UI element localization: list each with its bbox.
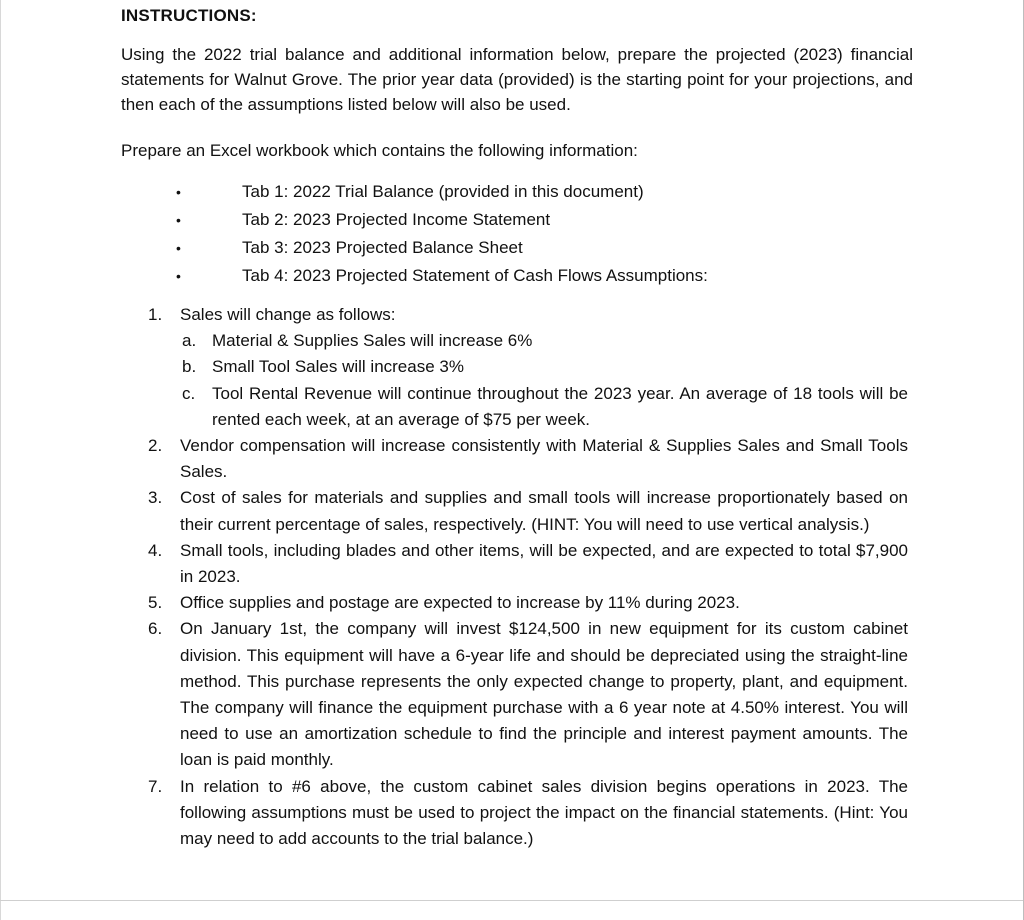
assumption-item: [148, 433, 908, 485]
page-left-edge: [0, 0, 1, 920]
tab-list: [176, 178, 708, 290]
prepare-paragraph: Prepare an Excel workbook which contains the following information:: [121, 141, 638, 160]
assumption-item: [148, 774, 908, 853]
item-text: Office supplies and postage are expected to increase by 11% during 2023.: [180, 593, 740, 613]
sub-item-letter: c.: [182, 383, 196, 403]
tab-list-item: • Tab 4: 2023 Projected Statement of Cash Flows Assumptions:: [176, 262, 708, 290]
item-text: In relation to #6 above, the custom cabinet sales division begins operations in 2023. The following assumptions must be used to project the impact on the financial statements. (Hint: You may need to add accounts to the trial balance.): [180, 776, 908, 849]
bullet-icon: •: [176, 268, 181, 284]
page-bottom-rule: [0, 900, 1023, 901]
sub-item-letter: a.: [182, 331, 197, 351]
bullet-icon: •: [176, 184, 181, 200]
item-number: 6.: [148, 619, 163, 639]
item-text: Sales will change as follows:: [180, 305, 396, 324]
bullet-icon: •: [176, 240, 181, 256]
instructions-heading: INSTRUCTIONS:: [121, 6, 257, 25]
sub-item-text: Tool Rental Revenue will continue throughout the 2023 year. An average of 18 tools will be rented each week, at an average of $75 per week.: [212, 383, 908, 429]
item-text: Small tools, including blades and other items, will be expected, and are expected to total $7,900 in 2023.: [180, 540, 908, 587]
sub-item: [148, 354, 908, 380]
bullet-icon: •: [176, 212, 181, 228]
sub-item-text: Small Tool Sales will increase 3%: [212, 357, 464, 377]
sales-sublist: [148, 328, 908, 433]
sub-item-letter: b.: [182, 357, 197, 377]
item-text: Vendor compensation will increase consistently with Material & Supplies Sales and Small Tools Sales.: [180, 436, 908, 482]
item-text: Cost of sales for materials and supplies and small tools will increase proportionately based on their current percentage of sales, respectively. (HINT: You will need to use vertical analysis.): [180, 488, 908, 534]
assumption-item: [148, 302, 908, 433]
item-number: 3.: [148, 488, 163, 508]
item-text: On January 1st, the company will invest $124,500 in new equipment for its custom cabinet division. This equipment will have a 6-year life and should be depreciated using the straight-line method. This purchase represents the only expected change to property, plant, and equipment. The company will finance the equipment purchase with a 6 year note at 4.50% interest. You will need to use an amortization schedule to find the principle and interest payment amounts. The loan is paid monthly.: [180, 619, 908, 770]
item-number: 5.: [148, 593, 163, 613]
sub-item: [148, 381, 908, 433]
item-number: 7.: [148, 776, 163, 796]
sub-item: [148, 328, 908, 354]
tab-list-item: • Tab 2: 2023 Projected Income Statement: [176, 206, 708, 234]
tab-list-item: • Tab 1: 2022 Trial Balance (provided in this document): [176, 178, 708, 206]
item-number: 2.: [148, 436, 163, 456]
assumption-item: [148, 538, 908, 590]
assumption-item: [148, 590, 908, 616]
item-number: 4.: [148, 540, 163, 560]
assumption-item: [148, 485, 908, 537]
item-number: 1.: [148, 305, 163, 324]
intro-paragraph: Using the 2022 trial balance and additional information below, prepare the projected (2023) financial statements for Walnut Grove. The prior year data (provided) is the starting point for your projections, and then each of the assumptions listed below will also be used.: [121, 45, 913, 114]
tab-list-item: • Tab 3: 2023 Projected Balance Sheet: [176, 234, 708, 262]
sub-item-text: Material & Supplies Sales will increase 6%: [212, 331, 533, 351]
assumptions-list: [148, 302, 908, 852]
assumption-item: [148, 616, 908, 773]
